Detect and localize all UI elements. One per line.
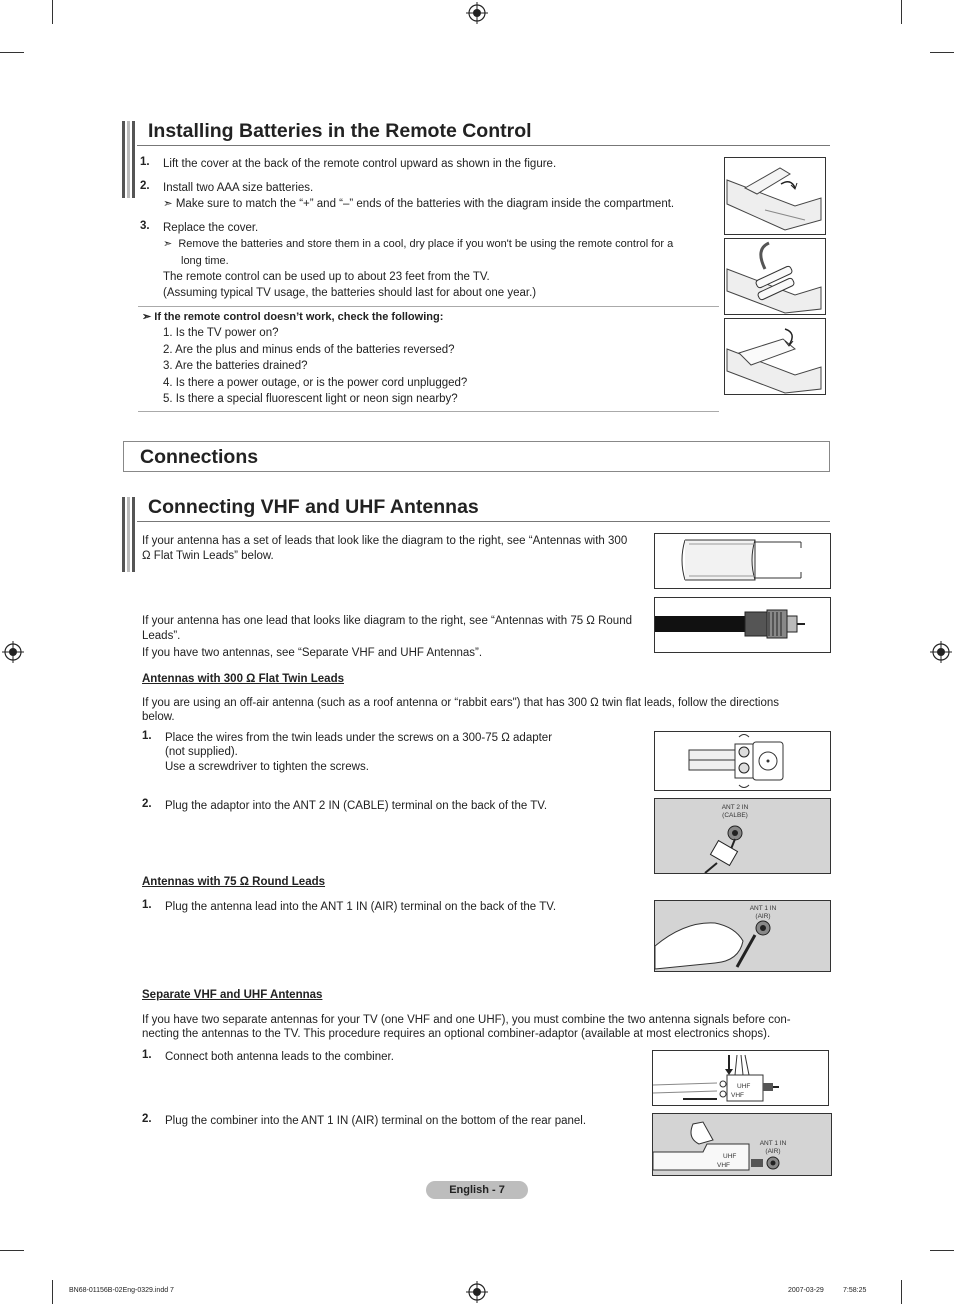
step-number: 1.: [142, 730, 152, 742]
note-arrow-icon: ➣: [163, 238, 173, 250]
crop-mark: [930, 52, 954, 53]
section-bar: [122, 121, 125, 198]
fig-label: (AIR): [765, 1148, 781, 1155]
battery-range: The remote control can be used up to about 23 feet from the TV.: [163, 271, 490, 283]
section-bar: [132, 121, 135, 198]
crop-mark: [901, 1280, 902, 1304]
separate-step-1: Connect both antenna leads to the combiner.: [165, 1051, 394, 1063]
fig-label: ANT 2 IN: [721, 804, 749, 811]
battery-title: Installing Batteries in the Remote Control: [148, 120, 532, 142]
title-underline: [137, 521, 830, 522]
remote-open-cover-figure: [724, 157, 826, 235]
note-arrow-icon: ➣: [163, 198, 173, 210]
flat-step-2: Plug the adaptor into the ANT 2 IN (CABLE) terminal on the back of the TV.: [165, 800, 548, 812]
battery-step-2-note: ➣ Make sure to match the “+” and “–” ends of the batteries with the diagram inside the compartment.: [163, 198, 675, 210]
crop-mark: [0, 1250, 24, 1251]
note-arrow-icon: ➣: [142, 311, 152, 323]
round-lead-figure: [654, 597, 831, 653]
registration-mark-icon: [466, 2, 488, 24]
footer-filename: BN68-01156B-02Eng-0329.indd 7: [69, 1287, 174, 1294]
flat-leads-desc: below.: [142, 711, 175, 723]
section-bar: [132, 497, 135, 572]
registration-mark-icon: [2, 641, 24, 663]
flat-leads-desc: If you are using an off-air antenna (such as a roof antenna or “rabbit ears") that has 300 Ω twin flat leads, follow the directions: [142, 697, 780, 709]
battery-step-1: Lift the cover at the back of the remote control upward as shown in the figure.: [163, 158, 557, 170]
remote-close-cover-figure: [724, 318, 826, 395]
footer-time: 7:58:25: [843, 1287, 867, 1294]
step-number: 2.: [142, 798, 152, 810]
divider: [138, 306, 719, 307]
separate-heading: Separate VHF and UHF Antennas: [142, 989, 323, 1001]
section-bar: [122, 497, 125, 572]
fig-label: UHF: [723, 1153, 737, 1160]
intro-flat-line: Ω Flat Twin Leads” below.: [142, 550, 274, 562]
combiner-figure: [652, 1050, 829, 1106]
separate-desc: If you have two separate antennas for your TV (one VHF and one UHF), you must combine the two antenna signals before con-: [142, 1014, 791, 1026]
registration-mark-icon: [466, 1281, 488, 1303]
flat-twin-lead-figure: [654, 533, 831, 589]
crop-mark: [52, 1280, 53, 1304]
check-item: 2. Are the plus and minus ends of the batteries reversed?: [163, 344, 455, 356]
check-item: 5. Is there a special fluorescent light or neon sign nearby?: [163, 393, 458, 405]
connections-banner: [123, 441, 830, 472]
intro-round-line: Leads”.: [142, 630, 181, 642]
step-number: 2.: [140, 180, 150, 192]
fig-label: VHF: [717, 1162, 730, 1169]
fig-label: (AIR): [755, 913, 771, 920]
intro-two-antennas: If you have two antennas, see “Separate VHF and UHF Antennas”.: [142, 647, 483, 659]
intro-round-line: If your antenna has one lead that looks like diagram to the right, see “Antennas with 75 Ω Round: [142, 615, 632, 627]
fig-label: ANT 1 IN: [749, 905, 777, 912]
separate-step-2: Plug the combiner into the ANT 1 IN (AIR) terminal on the bottom of the rear panel.: [165, 1115, 587, 1127]
step-number: 2.: [142, 1113, 152, 1125]
battery-step-3: Replace the cover.: [163, 222, 259, 234]
intro-flat-line: If your antenna has a set of leads that look like the diagram to the right, see “Antennas with 300: [142, 535, 628, 547]
battery-life: (Assuming typical TV usage, the batteries should last for about one year.): [163, 287, 537, 299]
step-number: 1.: [142, 899, 152, 911]
crop-mark: [901, 0, 902, 24]
battery-step-3-note-cont: long time.: [181, 255, 229, 267]
battery-step-3-note: ➣ Remove the batteries and store them in a cool, dry place if you won't be using the remote control for a: [163, 238, 674, 250]
flat-leads-heading: Antennas with 300 Ω Flat Twin Leads: [142, 673, 344, 685]
page-number-badge: English - 7: [426, 1181, 528, 1199]
separate-desc: necting the antennas to the TV. This procedure requires an optional combiner-adaptor (available at most electronics shops).: [142, 1028, 771, 1040]
crop-mark: [930, 1250, 954, 1251]
battery-step-2: Install two AAA size batteries.: [163, 182, 314, 194]
remote-batteries-figure: [724, 238, 826, 315]
title-underline: [137, 145, 830, 146]
round-step-1: Plug the antenna lead into the ANT 1 IN (AIR) terminal on the back of the TV.: [165, 901, 557, 913]
adapter-figure: [654, 731, 831, 791]
connections-title: Connections: [140, 446, 259, 468]
fig-label: (CALBE): [722, 812, 748, 819]
check-item: 4. Is there a power outage, or is the power cord unplugged?: [163, 377, 468, 389]
antennas-title: Connecting VHF and UHF Antennas: [148, 496, 479, 518]
step-number: 1.: [140, 156, 150, 168]
fig-label: UHF: [737, 1083, 751, 1090]
step-number: 1.: [142, 1049, 152, 1061]
fig-label: VHF: [731, 1092, 744, 1099]
ant2-terminal-figure: [654, 798, 831, 874]
step-number: 3.: [140, 220, 150, 232]
footer-date: 2007-03-29: [788, 1287, 824, 1294]
check-item: 1. Is the TV power on?: [163, 327, 279, 339]
check-item: 3. Are the batteries drained?: [163, 360, 308, 372]
divider: [138, 411, 719, 412]
check-title: ➣ If the remote control doesn’t work, check the following:: [142, 311, 444, 323]
fig-label: ANT 1 IN: [759, 1140, 787, 1147]
section-bar: [127, 497, 130, 572]
flat-step-1-line: (not supplied).: [165, 746, 238, 758]
section-bar: [127, 121, 130, 198]
crop-mark: [52, 0, 53, 24]
flat-step-1-line: Place the wires from the twin leads under the screws on a 300-75 Ω adapter: [165, 732, 553, 744]
round-leads-heading: Antennas with 75 Ω Round Leads: [142, 876, 326, 888]
ant1-terminal-figure: [654, 900, 831, 972]
crop-mark: [0, 52, 24, 53]
flat-step-1-line: Use a screwdriver to tighten the screws.: [165, 761, 369, 773]
combiner-terminal-figure: [652, 1113, 832, 1176]
registration-mark-icon: [930, 641, 952, 663]
